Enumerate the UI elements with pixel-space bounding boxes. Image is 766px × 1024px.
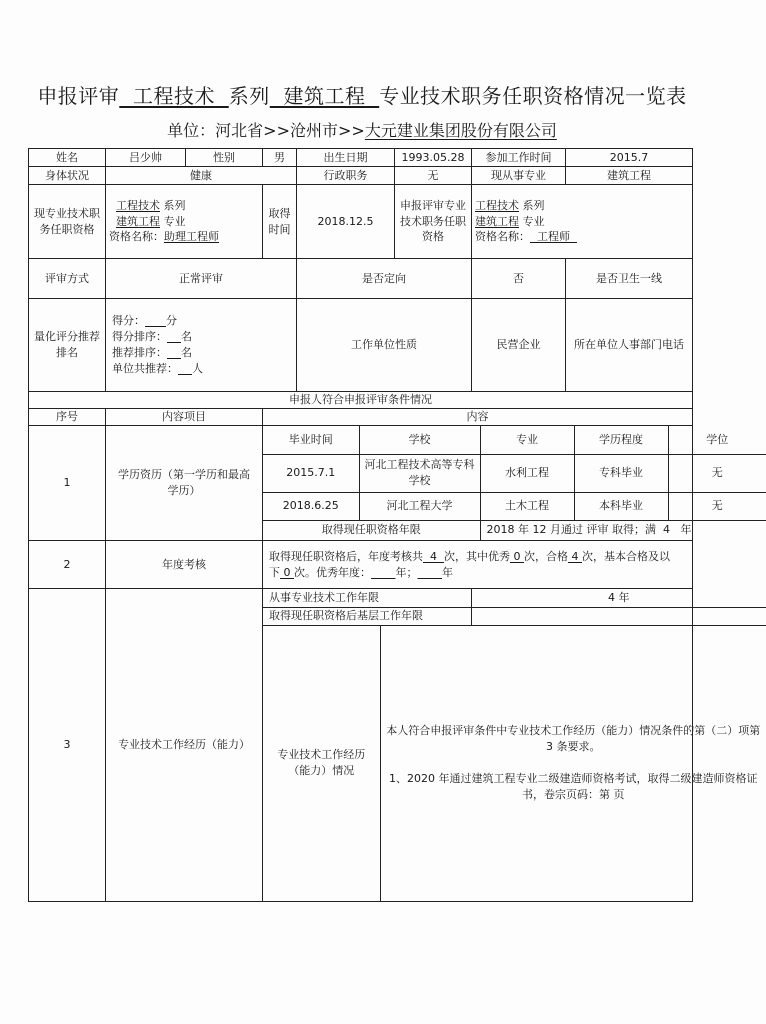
edu-school: 河北工程大学 xyxy=(359,492,480,520)
seq-header: 序号 xyxy=(29,409,106,426)
gender-label: 性别 xyxy=(186,149,263,167)
edu-table xyxy=(263,426,766,540)
health-value: 健康 xyxy=(106,167,297,185)
unit-nature-label: 工作单位性质 xyxy=(297,299,472,392)
exp-content xyxy=(263,589,761,902)
edu-years-value: 2018 年 12 月通过 评审 取得；满 4 年 xyxy=(480,520,766,540)
exp-seq: 3 xyxy=(29,589,106,902)
gender-value: 男 xyxy=(263,149,297,167)
admin-label: 行政职务 xyxy=(297,167,395,185)
name-value: 吕少帅 xyxy=(106,149,186,167)
edu-level: 专科毕业 xyxy=(574,454,668,492)
review-label: 评审方式 xyxy=(29,259,106,299)
directed-label: 是否定向 xyxy=(297,259,472,299)
edu-date: 2018.6.25 xyxy=(263,492,359,520)
situation-content xyxy=(380,625,766,901)
annual-row xyxy=(29,541,693,589)
basic-row-2 xyxy=(29,167,693,185)
work-start-label: 参加工作时间 xyxy=(472,149,566,167)
exp-label: 专业技术工作经历（能力） xyxy=(106,589,263,902)
annual-label: 年度考核 xyxy=(106,541,263,589)
work-start-value: 2015.7 xyxy=(566,149,693,167)
edu-col-degree: 学位 xyxy=(668,426,766,454)
edu-degree: 无 xyxy=(668,454,766,492)
current-qual-value: 工程技术 系列 建筑工程 专业 资格名称：助理工程师 xyxy=(106,185,263,259)
experience-row xyxy=(29,589,693,902)
grassroots-label: 取得现任职资格后基层工作年限 xyxy=(263,607,471,625)
edu-date: 2015.7.1 xyxy=(263,454,359,492)
edu-col-date: 毕业时间 xyxy=(263,426,359,454)
current-major-value: 建筑工程 xyxy=(566,167,693,185)
health-label: 身体状况 xyxy=(29,167,106,185)
section-title: 申报人符合申报评审条件情况 xyxy=(29,392,693,409)
admin-value: 无 xyxy=(395,167,472,185)
birth-value: 1993.05.28 xyxy=(395,149,472,167)
header-row xyxy=(29,409,693,426)
edu-seq: 1 xyxy=(29,426,106,541)
apply-qual-value: 工程技术 系列 建筑工程 专业 资格名称： 工程师 xyxy=(472,185,693,259)
page-title: 申报评审 工程技术 系列 建筑工程 专业技术职务任职资格情况一览表 xyxy=(37,84,687,108)
edu-level: 本科毕业 xyxy=(574,492,668,520)
obtain-date: 2018.12.5 xyxy=(297,185,395,259)
table-row xyxy=(263,454,766,492)
situation-para-2: 1、2020 年通过建筑工程专业二级建造师资格考试，取得二级建造师资格证书，卷宗页码：第 页 xyxy=(389,772,758,802)
unit-nature-value: 民营企业 xyxy=(472,299,566,392)
qualification-form xyxy=(28,148,761,902)
obtain-label: 取得时间 xyxy=(263,185,297,259)
quant-label: 量化评分推荐排名 xyxy=(29,299,106,392)
situation-para-1: 本人符合申报评审条件中专业技术工作经历（能力）情况条件的第（二）项第 3 条要求。 xyxy=(386,724,761,754)
birth-label: 出生日期 xyxy=(297,149,395,167)
edu-content xyxy=(263,426,729,541)
name-label: 姓名 xyxy=(29,149,106,167)
edu-label: 学历资历（第一学历和最高学历） xyxy=(106,426,263,541)
table-row xyxy=(263,492,766,520)
basic-row-1 xyxy=(29,149,693,167)
current-qual-label: 现专业技术职务任职资格 xyxy=(29,185,106,259)
edu-major: 土木工程 xyxy=(480,492,574,520)
edu-major: 水利工程 xyxy=(480,454,574,492)
unit-line: 单位：河北省>>沧州市>>大元建业集团股份有限公司 xyxy=(167,121,557,140)
annual-seq: 2 xyxy=(29,541,106,589)
edu-col-school: 学校 xyxy=(359,426,480,454)
grassroots-value xyxy=(471,607,766,625)
annual-content: 取得现任职资格后，年度考核共 4 次，其中优秀 0 次，合格 4 次，基本合格及以下 0 次。优秀年度： 年； 年 xyxy=(263,541,693,589)
exp-table xyxy=(263,589,766,901)
hr-phone-label: 所在单位人事部门电话 xyxy=(566,299,693,392)
exp-years-value: 4 年 xyxy=(471,589,766,607)
content-header: 内容 xyxy=(263,409,693,426)
exp-years-label: 从事专业技术工作年限 xyxy=(263,589,471,607)
edu-school: 河北工程技术高等专科学校 xyxy=(359,454,480,492)
directed-value: 否 xyxy=(472,259,566,299)
situation-label: 专业技术工作经历（能力）情况 xyxy=(263,625,380,901)
review-value: 正常评审 xyxy=(106,259,297,299)
edu-col-level: 学历程度 xyxy=(574,426,668,454)
education-row xyxy=(29,426,693,541)
edu-degree: 无 xyxy=(668,492,766,520)
company-name: 大元建业集团股份有限公司 xyxy=(364,121,557,140)
edu-col-major: 专业 xyxy=(480,426,574,454)
section-title-row xyxy=(29,392,693,409)
apply-qual-label: 申报评审专业技术职务任职资格 xyxy=(395,185,472,259)
health-line-label: 是否卫生一线 xyxy=(566,259,693,299)
item-header: 内容项目 xyxy=(106,409,263,426)
qualification-row xyxy=(29,185,693,259)
review-row xyxy=(29,259,693,299)
edu-years-label: 取得现任职资格年限 xyxy=(263,520,480,540)
current-major-label: 现从事专业 xyxy=(472,167,566,185)
quant-values: 得分： 分 得分排序： 名 推荐排序： 名 单位共推荐： 人 xyxy=(106,299,297,392)
quant-row xyxy=(29,299,693,392)
